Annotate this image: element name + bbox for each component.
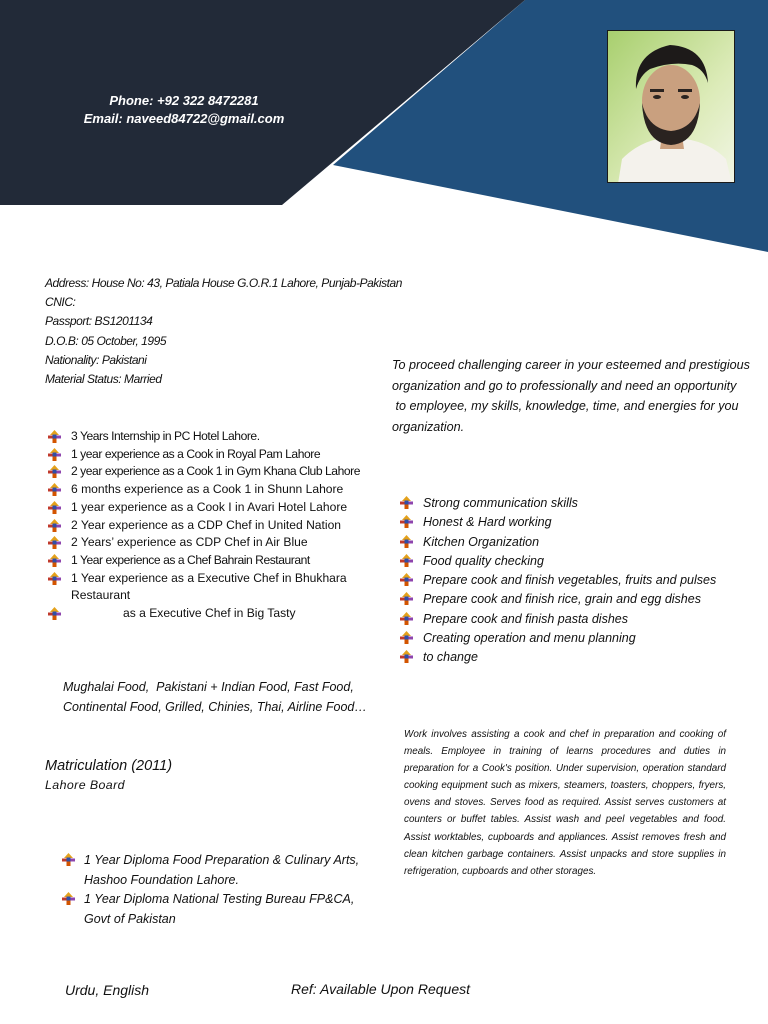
bullet-icon <box>400 612 413 625</box>
skill-item <box>400 533 760 552</box>
diploma-item <box>62 890 362 929</box>
bullet-icon <box>62 892 75 905</box>
skill-item <box>400 610 760 629</box>
bullet-icon <box>62 853 75 866</box>
objective-line: organization and go to professionally and need an opportunity <box>392 378 737 393</box>
cuisine-line: Mughalai Food, Pakistani + Indian Food, Fast Food, <box>63 680 354 694</box>
skills-list <box>400 494 760 668</box>
skill-text: Food quality checking <box>423 553 544 568</box>
experience-item <box>48 481 388 499</box>
bullet-icon <box>48 607 61 620</box>
diploma-list <box>62 851 362 929</box>
experience-item <box>48 517 388 535</box>
skill-item <box>400 648 760 667</box>
experience-item <box>48 534 388 552</box>
experience-text: 2 year experience as a Cook 1 in Gym Khana Club Lahore <box>71 464 360 479</box>
experience-item <box>48 499 388 517</box>
personal-info <box>45 274 425 389</box>
address-text: Address: House No: 43, Patiala House G.O.R.1 Lahore, Punjab-Pakistan <box>45 276 402 290</box>
experience-item <box>48 570 388 605</box>
bullet-icon <box>48 465 61 478</box>
bullet-icon <box>48 483 61 496</box>
nationality-text: Nationality: Pakistani <box>45 352 147 367</box>
bullet-icon <box>400 554 413 567</box>
skill-text: Kitchen Organization <box>423 534 540 549</box>
experience-text: 1 Year experience as a Executive Chef in Bhukhara Restaurant <box>71 570 347 603</box>
experience-text: as a Executive Chef in Big Tasty <box>123 606 296 621</box>
bullet-icon <box>400 650 413 663</box>
skill-text: Strong communication skills <box>423 496 578 510</box>
skill-item <box>400 513 760 532</box>
cuisine-line: Continental Food, Grilled, Chinies, Thai, Airline Food… <box>63 699 367 714</box>
objective-line: organization. <box>392 419 465 434</box>
diploma-item <box>62 851 362 890</box>
job-description: Work involves assisting a cook and chef in preparation and cooking of meals. Employee in training of learns procedures and duties in preparation for a Cook's position. Under supervision, operation standard cooking equipment such as mixers, steamers, toasters, choppers, fryers, ovens and stoves. Serves food as required. Assist serves customers at counters or buffet tables. Assist wash and peel vegetables and food. Assist worktables, cupboards and appliances. Assist removes fresh and clean kitchen garbage containers. Assist unpacks and store supplies in refrigeration, cupboards and other storages. <box>404 729 726 877</box>
skill-item <box>400 494 760 513</box>
diploma-text: 1 Year Diploma Food Preparation & Culinary Arts, Hashoo Foundation Lahore. <box>84 853 360 887</box>
experience-text: 2 Year experience as a CDP Chef in United Nation <box>71 517 342 532</box>
objective-line: to employee, my skills, knowledge, time, and energies for you <box>392 399 739 413</box>
experience-item <box>48 552 388 570</box>
reference-text: Ref: Available Upon Request <box>291 981 470 997</box>
skill-text: Prepare cook and finish pasta dishes <box>423 611 628 626</box>
bullet-icon <box>400 592 413 605</box>
experience-item <box>48 463 388 481</box>
bullet-icon <box>48 554 61 567</box>
skill-item <box>400 590 760 609</box>
bullet-icon <box>48 572 61 585</box>
profile-photo <box>607 30 735 183</box>
marital-status-text: Material Status: Married <box>45 372 162 387</box>
languages-text: Urdu, English <box>65 982 150 998</box>
bullet-icon <box>48 448 61 461</box>
experience-text: 1 Year experience as a Chef Bahrain Restaurant <box>71 552 310 567</box>
matriculation-board: Lahore Board <box>45 778 125 792</box>
matriculation-title: Matriculation (2011) <box>45 758 173 774</box>
skill-text: Prepare cook and finish vegetables, fruits and pulses <box>423 573 717 588</box>
bullet-icon <box>48 430 61 443</box>
experience-text: 2 Years’ experience as CDP Chef in Air Blue <box>71 535 308 550</box>
passport-text: Passport: BS1201134 <box>45 314 153 329</box>
experience-item <box>48 605 388 623</box>
cnic-text: CNIC: <box>45 295 76 310</box>
career-objective <box>392 355 762 437</box>
skill-text: Creating operation and menu planning <box>423 631 636 646</box>
bullet-icon <box>400 573 413 586</box>
skill-text: Prepare cook and finish rice, grain and egg dishes <box>423 592 701 607</box>
diploma-text: 1 Year Diploma National Testing Bureau FP&CA, Govt of Pakistan <box>84 892 355 926</box>
bullet-icon <box>400 631 413 644</box>
skill-item <box>400 571 760 590</box>
experience-text: 6 months experience as a Cook 1 in Shunn Lahore <box>71 482 344 497</box>
experience-item <box>48 428 388 446</box>
dob-text: D.O.B: 05 October, 1995 <box>45 333 167 348</box>
skill-text: to change <box>423 650 478 665</box>
bullet-icon <box>400 496 413 509</box>
cuisine-expertise <box>63 678 383 717</box>
bullet-icon <box>48 501 61 514</box>
objective-line: To proceed challenging career in your esteemed and prestigious <box>392 358 750 372</box>
experience-text: 1 year experience as a Cook in Royal Pam Lahore <box>71 446 321 461</box>
experience-text: 1 year experience as a Cook I in Avari Hotel Lahore <box>71 499 348 514</box>
skill-text: Honest & Hard working <box>423 515 552 530</box>
experience-text: 3 Years Internship in PC Hotel Lahore. <box>71 429 260 443</box>
experience-item <box>48 446 388 464</box>
bullet-icon <box>48 536 61 549</box>
email-text: Email: naveed84722@gmail.com <box>83 111 285 126</box>
skill-item <box>400 552 760 571</box>
bullet-icon <box>48 519 61 532</box>
phone-text: Phone: +92 322 8472281 <box>109 93 259 108</box>
bullet-icon <box>400 515 413 528</box>
experience-list <box>48 428 388 623</box>
bullet-icon <box>400 535 413 548</box>
skill-item <box>400 629 760 648</box>
